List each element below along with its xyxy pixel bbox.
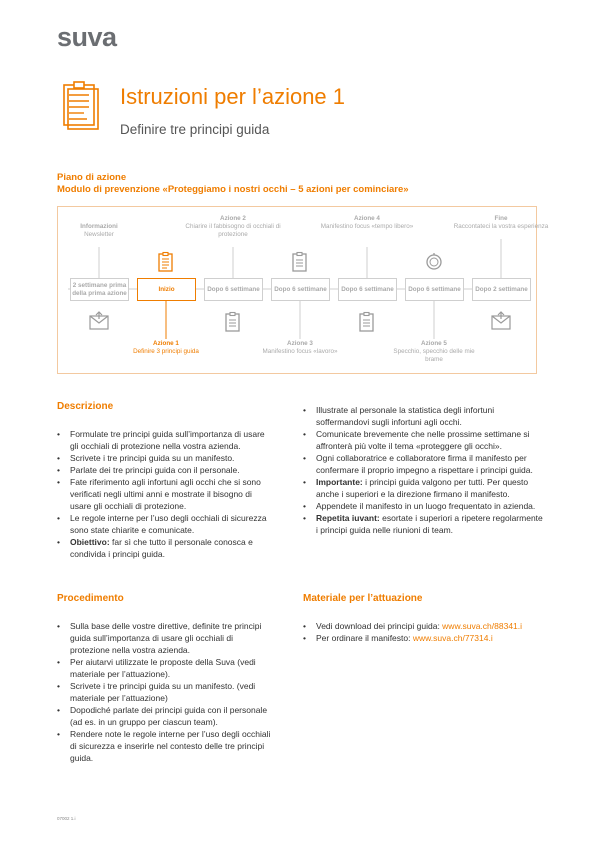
list-item: • Vedi download dei principi guida: www.suva.ch/88341.i — [303, 620, 543, 632]
list-item: • Rendere note le regole interne per l’uso degli occhiali di sicurezza e inserirle nel contesto delle tre principi guida. — [57, 728, 275, 764]
procedimento-heading: Procedimento — [57, 593, 124, 604]
list-item: • Scrivete i tre principi guida su un manifesto. — [57, 452, 275, 464]
list-item: • Per aiutarvi utilizzate le proposte della Suva (vedi materiale per l’attuazione). — [57, 656, 275, 680]
timeline-label-azione-1: Azione 1 Definire 3 principi guida — [133, 340, 199, 355]
list-item: • Ogni collaboratrice e collaboratore firma il manifesto per confermare il proprio impegno a rispettare i principi guida. — [303, 452, 543, 476]
list-item: • Formulate tre principi guida sull’importanza di usare gli occhiali di protezione nella vostra azienda. — [57, 428, 275, 452]
list-item: • Scrivete i tre principi guida su un manifesto. (vedi materiale per l’attuazione) — [57, 680, 275, 704]
list-item: • Illustrate al personale la statistica degli infortuni soffermandovi sugli infortuni agli occhi. — [303, 404, 543, 428]
timeline-box-week-6c: Dopo 6 settimane — [338, 278, 397, 301]
page-subtitle: Definire tre principi guida — [120, 122, 270, 137]
newsletter-envelope-icon — [88, 311, 110, 331]
list-item: • Repetita iuvant: esortate i superiori a ripetere regolarmente i principi guida nelle riunioni di team. — [303, 512, 543, 536]
timeline-box-inizio: Inizio — [137, 278, 196, 301]
list-item: • Comunicate brevemente che nelle prossime settimane si affronterà più volte il tema «proteggere gli occhi». — [303, 428, 543, 452]
checklist-document-icon — [60, 80, 106, 138]
timeline-label-fine: Fine Raccontateci la vostra esperienza — [453, 215, 549, 230]
clipboard-icon — [289, 251, 311, 273]
list-item: • Dopodiché parlate dei principi guida con il personale (ad es. in un gruppo per ciascun team). — [57, 704, 275, 728]
timeline-label-informazioni: Informazioni Newsletter — [80, 223, 118, 238]
timeline-label-azione-4: Azione 4 Manifestino focus «tempo libero» — [320, 215, 414, 230]
timeline-label-azione-2: Azione 2 Chiarire il fabbisogno di occhiali di protezione — [185, 215, 281, 238]
timeline-label-azione-5: Azione 5 Specchio, specchio delle mie brame — [393, 340, 475, 363]
descrizione-list-left — [57, 428, 275, 560]
timeline-box-week-2: Dopo 2 settimane — [472, 278, 531, 301]
list-item: • Sulla base delle vostre direttive, definite tre principi guida sull’importanza di usare gli occhiali di protezione nella vostra azienda. — [57, 620, 275, 656]
list-item: • Le regole interne per l’uso degli occhiali di sicurezza sono state chiarite e comunicate. — [57, 512, 275, 536]
feedback-envelope-icon — [490, 311, 512, 331]
materiale-list — [303, 620, 543, 644]
descrizione-heading: Descrizione — [57, 401, 114, 412]
poster-icon — [222, 311, 244, 333]
timeline-box-start-minus-2: 2 settimane prima della prima azione — [70, 278, 129, 301]
timeline-label-azione-3: Azione 3 Manifestino focus «lavoro» — [262, 340, 338, 355]
plan-subheading: Modulo di prevenzione «Proteggiamo i nostri occhi – 5 azioni per cominciare» — [57, 184, 409, 195]
action-plan-timeline — [57, 206, 549, 374]
poster-order-link[interactable]: www.suva.ch/77314.i — [412, 633, 493, 643]
timeline-box-week-6a: Dopo 6 settimane — [204, 278, 263, 301]
list-item: • Importante: i principi guida valgono per tutti. Per questo anche i superiori e la direzione firmano il manifesto. — [303, 476, 543, 500]
list-item: • Fate riferimento agli infortuni agli occhi che si sono verificati negli ultimi anni e mostrate il bisogno di usare gli occhiali di protezione. — [57, 476, 275, 512]
list-item: • Per ordinare il manifesto: www.suva.ch/77314.i — [303, 632, 543, 644]
list-item: • Obiettivo: far sì che tutto il personale conosca e condivida i principi guida. — [57, 536, 275, 560]
guidelines-download-link[interactable]: www.suva.ch/88341.i — [442, 621, 523, 631]
checklist-icon — [155, 251, 177, 273]
procedimento-list — [57, 620, 275, 764]
page-title: Istruzioni per l’azione 1 — [120, 84, 346, 109]
poster-icon-2 — [356, 311, 378, 333]
list-item: • Parlate dei tre principi guida con il personale. — [57, 464, 275, 476]
timeline-box-week-6b: Dopo 6 settimane — [271, 278, 330, 301]
descrizione-list-right — [303, 404, 543, 536]
suva-logo: suva — [57, 22, 117, 52]
timeline-box-week-6d: Dopo 6 settimane — [405, 278, 464, 301]
mirror-icon — [423, 251, 445, 273]
list-item: • Appendete il manifesto in un luogo frequentato in azienda. — [303, 500, 543, 512]
materiale-heading: Materiale per l’attuazione — [303, 593, 423, 604]
document-code: 07002 1.i — [57, 816, 76, 821]
plan-heading: Piano di azione — [57, 172, 127, 183]
